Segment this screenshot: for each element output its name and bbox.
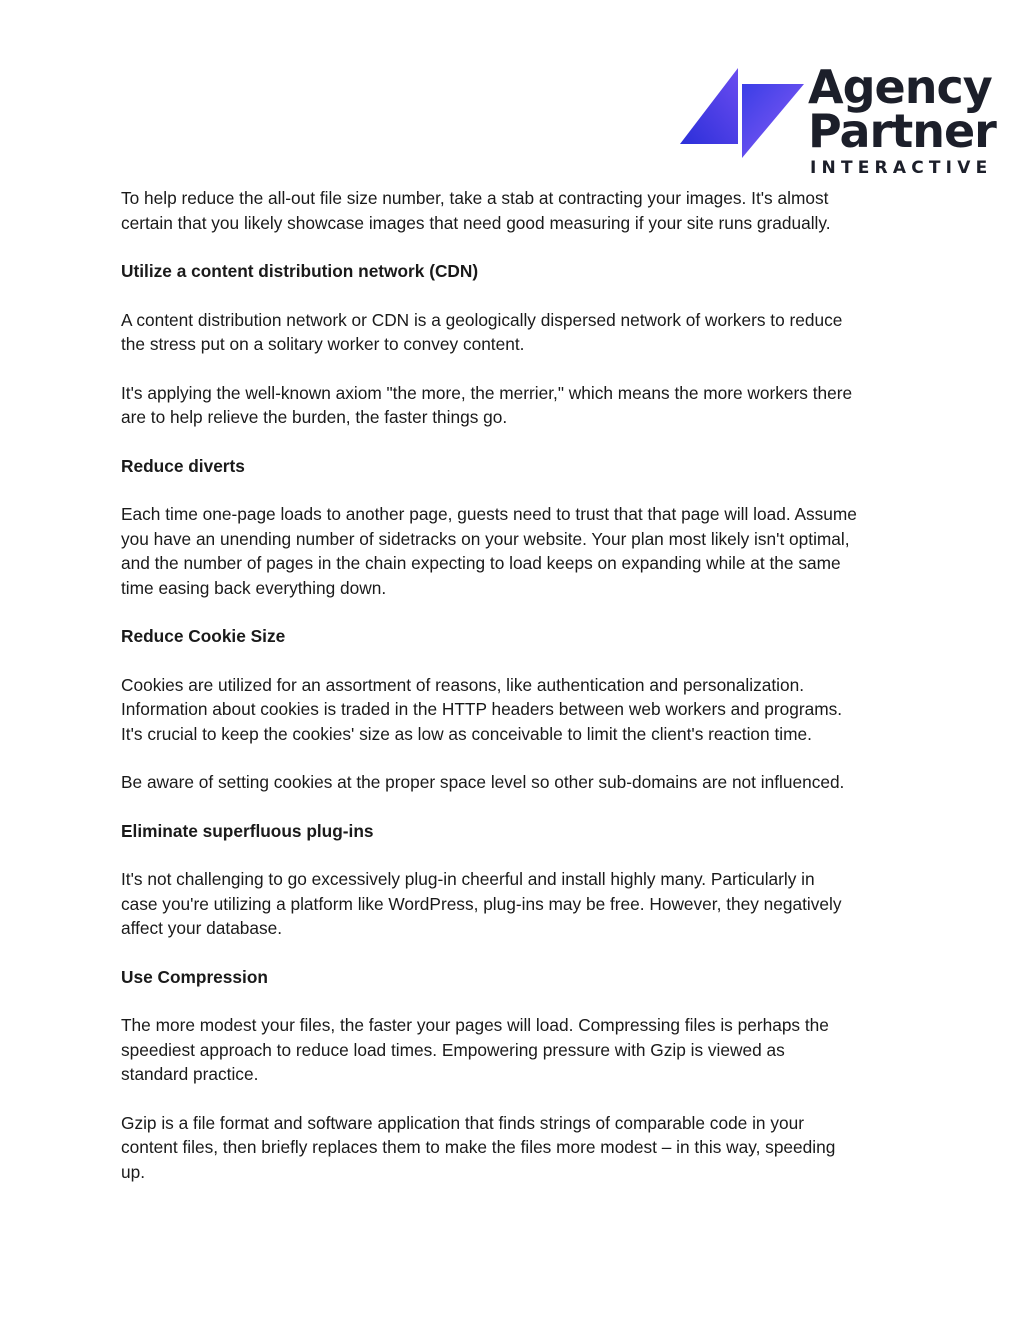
paragraph: It's applying the well-known axiom "the more, the merrier," which means the more workers there are to help relieve the burden, the faster things go. (121, 382, 853, 427)
paragraph: Be aware of setting cookies at the proper space level so other sub-domains are not influenced. (121, 772, 845, 792)
section-heading: Reduce Cookie Size (121, 626, 286, 646)
logo-word-partner: Partner (808, 104, 996, 158)
logo-triangles-icon (678, 66, 808, 162)
section-heading: Use Compression (121, 966, 268, 987)
agency-partner-logo (678, 62, 1000, 182)
paragraph: Gzip is a file format and software application that finds strings of comparable code in your content files, then briefly replaces them to make the files more modest – in this way, speeding up. (121, 1112, 836, 1182)
paragraph: To help reduce the all-out file size number, take a stab at contracting your images. It's almost certain that you likely showcase images that need good measuring if your site runs gradually. (121, 188, 831, 233)
document-body (121, 186, 921, 1208)
section-heading: Reduce diverts (121, 455, 245, 476)
section-heading: Utilize a content distribution network (CDN) (121, 261, 479, 281)
section-heading: Eliminate superfluous plug-ins (121, 820, 374, 841)
paragraph: It's not challenging to go excessively plug-in cheerful and install highly many. Particularly in case you're utilizing a platform like WordPress, plug-ins may be free. However, they negatively affect your database. (121, 869, 842, 938)
paragraph: Cookies are utilized for an assortment of reasons, like authentication and personalization. Information about cookies is traded in the HTTP headers between web workers and programs. It's crucial to keep the cookies' size as low as conceivable to limit the client's reaction time. (121, 674, 843, 744)
paragraph: The more modest your files, the faster your pages will load. Compressing files is perhaps the speediest approach to reduce load times. Empowering pressure with Gzip is viewed as standard practice. (121, 1015, 829, 1084)
paragraph: A content distribution network or CDN is a geologically dispersed network of workers to reduce the stress put on a solitary worker to convey content. (121, 309, 843, 354)
logo-tagline: INTERACTIVE (810, 158, 993, 178)
logo-word-agency: Agency (808, 60, 992, 114)
paragraph: Each time one-page loads to another page, guests need to trust that that page will load. Assume you have an unending number of sidetracks on your website. Your plan most likely isn't optimal, and the number of pages in the chain expecting to load keeps on expanding while at the same time easing back everything down. (121, 504, 857, 598)
